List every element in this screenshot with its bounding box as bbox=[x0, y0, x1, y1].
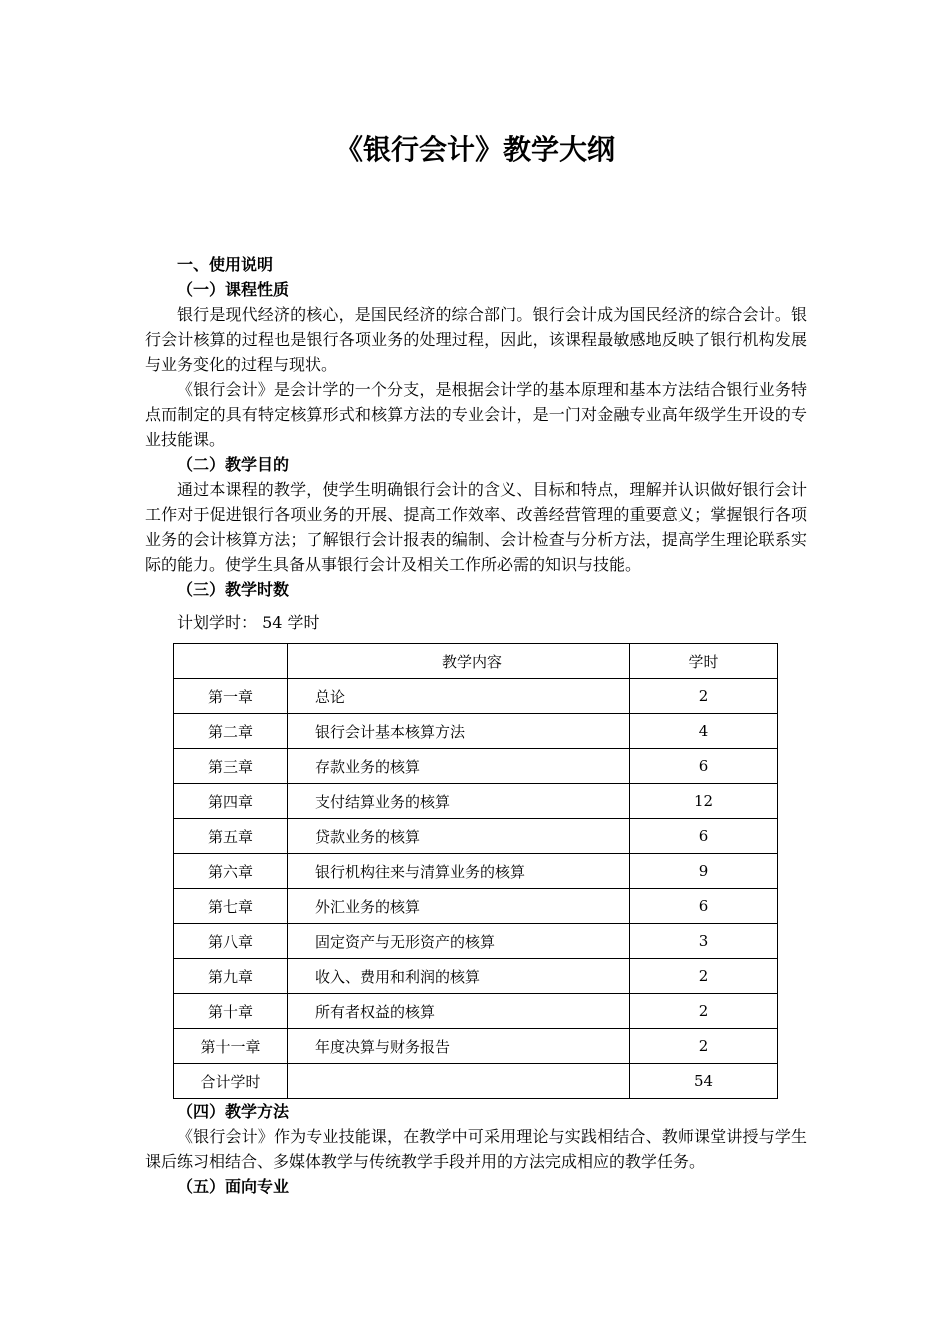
table-header-cell: 教学内容 bbox=[288, 644, 630, 679]
chapter-cell: 第十一章 bbox=[174, 1029, 288, 1064]
content-cell: 存款业务的核算 bbox=[288, 749, 630, 784]
table-header-cell bbox=[174, 644, 288, 679]
hours-cell: 2 bbox=[630, 959, 778, 994]
subsection-target-majors: （五）面向专业 bbox=[177, 1177, 290, 1196]
table-header-cell: 学时 bbox=[630, 644, 778, 679]
table-row bbox=[174, 714, 778, 749]
total-hours-cell: 54 bbox=[630, 1064, 778, 1099]
section-heading-usage: 一、使用说明 bbox=[177, 255, 274, 274]
chapter-cell: 第三章 bbox=[174, 749, 288, 784]
hours-cell: 6 bbox=[630, 749, 778, 784]
content-cell: 固定资产与无形资产的核算 bbox=[288, 924, 630, 959]
subsection-teaching-goal: （二）教学目的 bbox=[177, 455, 290, 474]
content-cell: 年度决算与财务报告 bbox=[288, 1029, 630, 1064]
chapter-cell: 第二章 bbox=[174, 714, 288, 749]
table-row bbox=[174, 784, 778, 819]
table-header-row bbox=[174, 644, 778, 679]
content-cell: 外汇业务的核算 bbox=[288, 889, 630, 924]
table-row bbox=[174, 819, 778, 854]
paragraph-teaching-method: 《银行会计》作为专业技能课，在教学中可采用理论与实践相结合、教师课堂讲授与学生课后练习相结合、多媒体教学与传统教学手段并用的方法完成相应的教学任务。 bbox=[145, 1127, 807, 1171]
table-row bbox=[174, 854, 778, 889]
hours-cell: 2 bbox=[630, 679, 778, 714]
content-cell: 银行会计基本核算方法 bbox=[288, 714, 630, 749]
total-label-cell: 合计学时 bbox=[174, 1064, 288, 1099]
hours-cell: 6 bbox=[630, 889, 778, 924]
document-title: 《银行会计》教学大纲 bbox=[334, 133, 615, 166]
subsection-course-nature: （一）课程性质 bbox=[177, 280, 290, 299]
hours-cell: 6 bbox=[630, 819, 778, 854]
content-cell: 支付结算业务的核算 bbox=[288, 784, 630, 819]
planned-hours: 计划学时： 54 学时 bbox=[177, 613, 320, 632]
chapter-cell: 第四章 bbox=[174, 784, 288, 819]
content-cell: 所有者权益的核算 bbox=[288, 994, 630, 1029]
chapter-cell: 第七章 bbox=[174, 889, 288, 924]
table-total-row bbox=[174, 1064, 778, 1099]
subsection-teaching-hours: （三）教学时数 bbox=[177, 580, 290, 599]
chapter-cell: 第九章 bbox=[174, 959, 288, 994]
paragraph-course-nature-1: 银行是现代经济的核心，是国民经济的综合部门。银行会计成为国民经济的综合会计。银行会计核算的过程也是银行各项业务的处理过程，因此，该课程最敏感地反映了银行机构发展与业务变化的过程与现状。 bbox=[145, 305, 807, 374]
table-row bbox=[174, 749, 778, 784]
content-cell: 贷款业务的核算 bbox=[288, 819, 630, 854]
content-cell: 总论 bbox=[288, 679, 630, 714]
content-cell: 收入、费用和利润的核算 bbox=[288, 959, 630, 994]
document-body bbox=[145, 252, 807, 1199]
hours-cell: 9 bbox=[630, 854, 778, 889]
hours-table bbox=[173, 643, 778, 1099]
table-row bbox=[174, 679, 778, 714]
hours-cell: 2 bbox=[630, 1029, 778, 1064]
paragraph-course-nature-2: 《银行会计》是会计学的一个分支，是根据会计学的基本原理和基本方法结合银行业务特点而制定的具有特定核算形式和核算方法的专业会计，是一门对金融专业高年级学生开设的专业技能课。 bbox=[145, 380, 807, 449]
chapter-cell: 第一章 bbox=[174, 679, 288, 714]
hours-cell: 12 bbox=[630, 784, 778, 819]
paragraph-teaching-goal: 通过本课程的教学，使学生明确银行会计的含义、目标和特点，理解并认识做好银行会计工作对于促进银行各项业务的开展、提高工作效率、改善经营管理的重要意义；掌握银行各项业务的会计核算方法；了解银行会计报表的编制、会计检查与分析方法，提高学生理论联系实际的能力。使学生具备从事银行会计及相关工作所必需的知识与技能。 bbox=[145, 480, 807, 574]
hours-cell: 4 bbox=[630, 714, 778, 749]
total-empty-cell bbox=[288, 1064, 630, 1099]
chapter-cell: 第五章 bbox=[174, 819, 288, 854]
table-row bbox=[174, 959, 778, 994]
subsection-teaching-method: （四）教学方法 bbox=[177, 1102, 290, 1121]
hours-cell: 3 bbox=[630, 924, 778, 959]
chapter-cell: 第八章 bbox=[174, 924, 288, 959]
chapter-cell: 第六章 bbox=[174, 854, 288, 889]
table-row bbox=[174, 1029, 778, 1064]
hours-cell: 2 bbox=[630, 994, 778, 1029]
table-row bbox=[174, 924, 778, 959]
table-row bbox=[174, 994, 778, 1029]
chapter-cell: 第十章 bbox=[174, 994, 288, 1029]
table-row bbox=[174, 889, 778, 924]
content-cell: 银行机构往来与清算业务的核算 bbox=[288, 854, 630, 889]
